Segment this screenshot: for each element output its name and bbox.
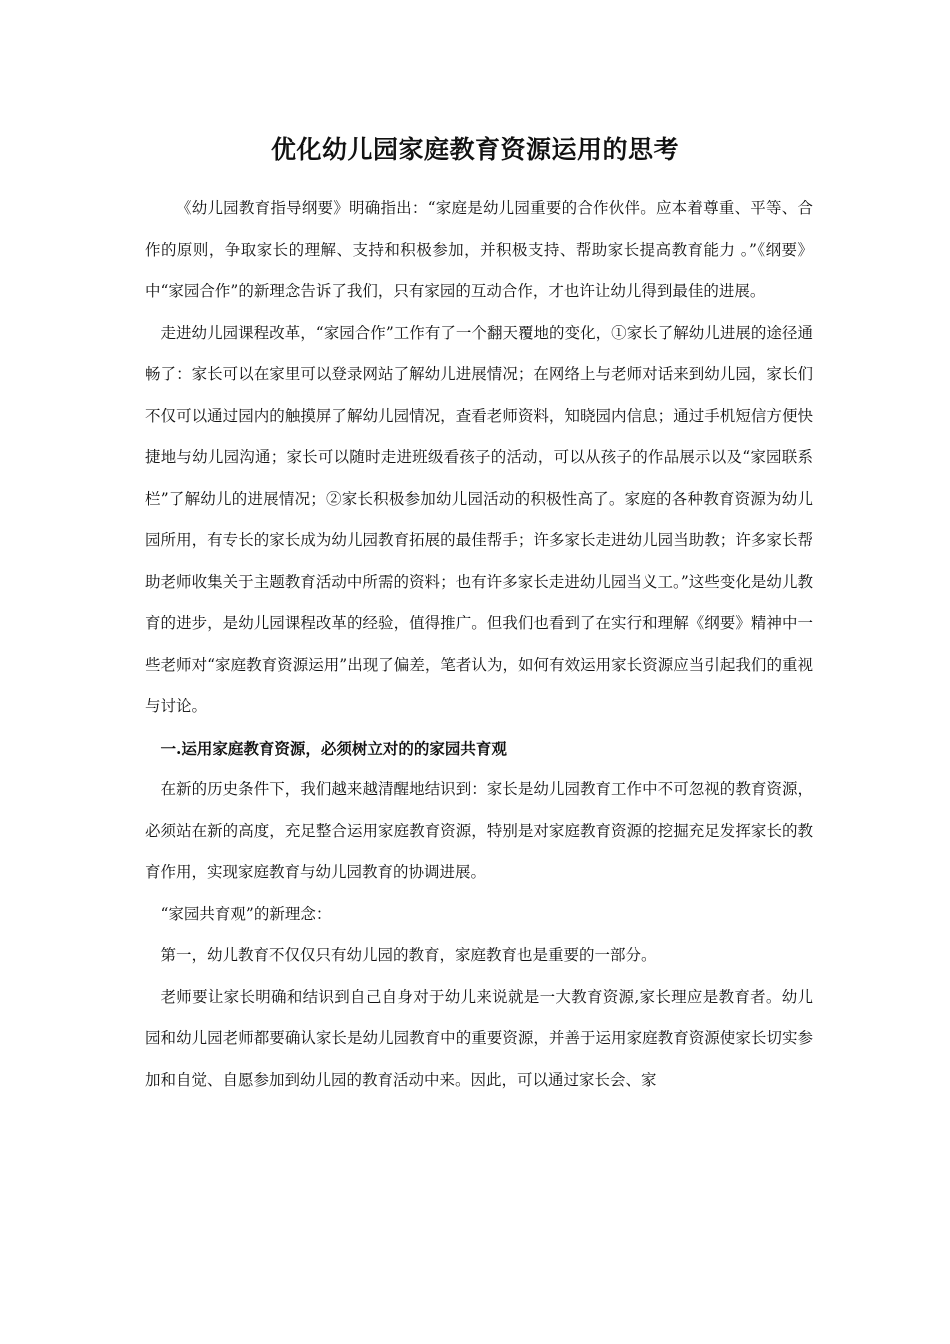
document-title: 优化幼儿园家庭教育资源运用的思考 bbox=[270, 135, 679, 164]
paragraph-awareness: 在新的历史条件下，我们越来越清醒地结识到：家长是幼儿园教育工作中不可忽视的教育资源，必须站在新的高度，充足整合运用家庭教育资源，特别是对家庭教育资源的挖掘充足发挥家长的教育作用，实现家庭教育与幼儿园教育的协调进展。 bbox=[145, 780, 813, 881]
section-heading-1: 一.运用家庭教育资源，必须树立对的的家园共育观 bbox=[160, 738, 507, 758]
paragraph-reform: 走进幼儿园课程改革，“家园合作”工作有了一个翻天覆地的变化，①家长了解幼儿进展的途径通畅了：家长可以在家里可以登录网站了解幼儿进展情况；在网络上与老师对话来到幼儿园，家长们不仅可以通过园内的触摸屏了解幼儿园情况，查看老师资料，知晓园内信息；通过手机短信方便快捷地与幼儿园沟通；家长可以随时走进班级看孩子的活动，可以从孩子的作品展示以及“家园联系栏”了解幼儿的进展情况；②家长积极参加幼儿园活动的积极性高了。家庭的各种教育资源为幼儿园所用，有专长的家长成为幼儿园教育拓展的最佳帮手；许多家长走进幼儿园当助教；许多家长帮助老师收集关于主题教育活动中所需的资料；也有许多家长走进幼儿园当义工。”这些变化是幼儿教育的进步，是幼儿园课程改革的经验，值得推广。但我们也看到了在实行和理解《纲要》精神中一些老师对“家庭教育资源运用”出现了偏差，笔者认为，如何有效运用家长资源应当引起我们的重视与讨论。 bbox=[145, 323, 813, 715]
document-body bbox=[145, 188, 813, 1101]
paragraph-first-point: 第一，幼儿教育不仅仅只有幼儿园的教育，家庭教育也是重要的一部分。 bbox=[160, 946, 657, 964]
paragraph-intro: 《幼儿园教育指导纲要》明确指出：“家庭是幼儿园重要的合作伙伴。应本着尊重、平等、合作的原则，争取家长的理解、支持和积极参加，并积极支持、帮助家长提高教育能力 。”《纲要》中“家园合作”的新理念告诉了我们，只有家园的互动合作，才也许让幼儿得到最佳的进展。 bbox=[145, 199, 813, 300]
paragraph-concept-label: “家园共育观”的新理念： bbox=[160, 904, 332, 923]
paragraph-teachers: 老师要让家长明确和结识到自己自身对于幼儿来说就是一大教育资源,家长理应是教育者。幼儿园和幼儿园老师都要确认家长是幼儿园教育中的重要资源，并善于运用家庭教育资源使家长切实参加和自觉、自愿参加到幼儿园的教育活动中来。因此，可以通过家长会、家 bbox=[145, 987, 813, 1089]
